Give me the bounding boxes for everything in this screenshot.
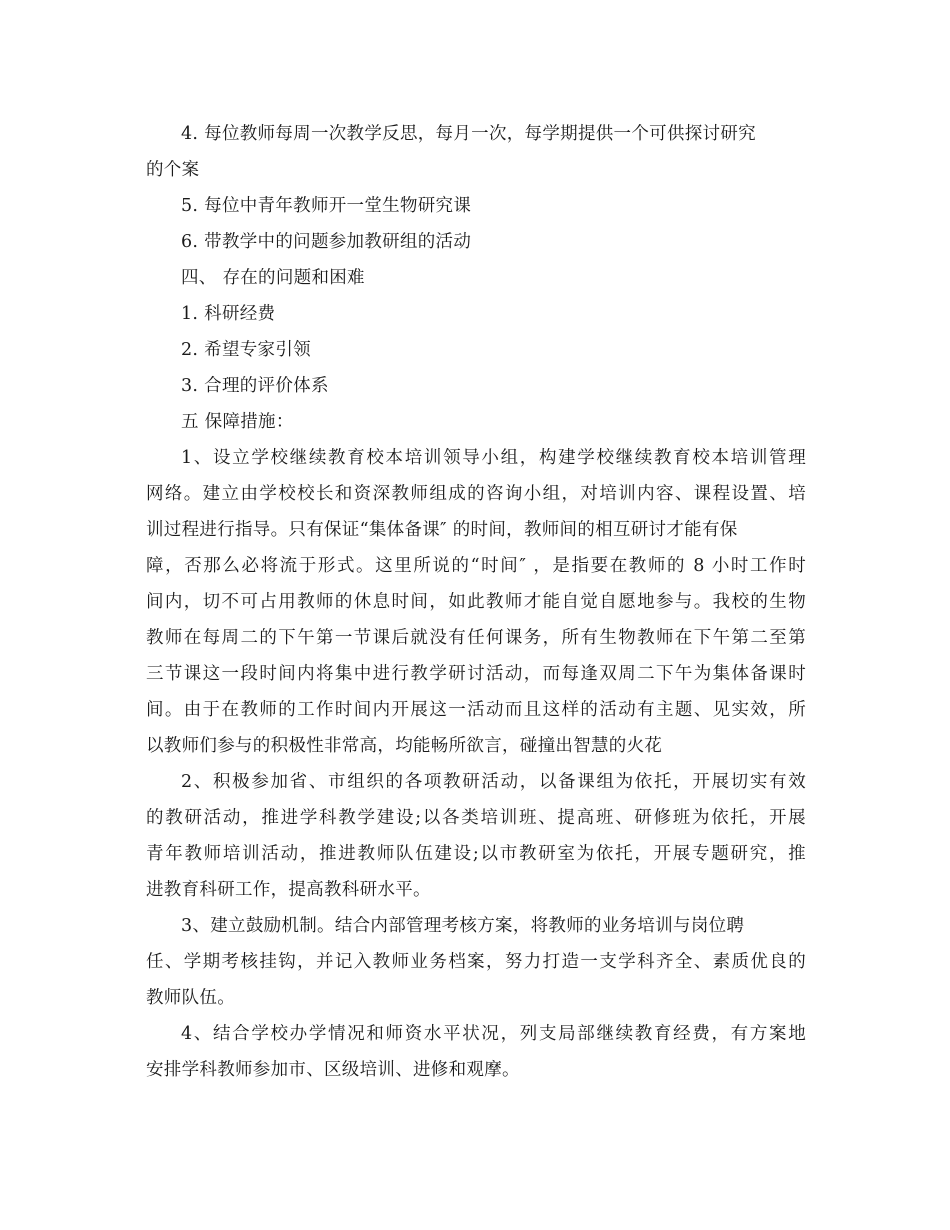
list-item-5: 5. 每位中青年教师开一堂生物研究课: [181, 196, 472, 216]
measure-1-line6: 教师在每周二的下午第一节课后就没有任何课务，所有生物教师在下午第二至第: [146, 628, 806, 648]
measure-3-line2: 任、学期考核挂钩，并记入教师业务档案，努力打造一支学科齐全、素质优良的: [146, 952, 806, 972]
section-heading-measures: 五 保障措施：: [181, 412, 294, 432]
measure-2-line3: 青年教师培训活动，推进教师队伍建设;以市教研室为依托，开展专题研究，推: [146, 844, 806, 864]
section-heading-problems: 四、 存在的问题和困难: [181, 268, 365, 288]
measure-1-line8: 间。由于在教师的工作时间内开展这一活动而且这样的活动有主题、见实效，所: [146, 700, 806, 720]
problem-item-3: 3. 合理的评价体系: [181, 376, 329, 396]
measure-1-line9: 以教师们参与的积极性非常高，均能畅所欲言，碰撞出智慧的火花: [146, 736, 663, 756]
measure-3-line1: 3、建立鼓励机制。结合内部管理考核方案，将教师的业务培训与岗位聘: [181, 916, 745, 936]
measure-4-line2: 安排学科教师参加市、区级培训、进修和观摩。: [146, 1060, 520, 1080]
measure-2-line4: 进教育科研工作，提高教科研水平。: [146, 880, 431, 900]
measure-2-line2: 的教研活动，推进学科教学建设;以各类培训班、提高班、研修班为依托，开展: [146, 808, 806, 828]
measure-3-line3: 教师队伍。: [146, 988, 235, 1008]
measure-1-line7: 三节课这一段时间内将集中进行教学研讨活动，而每逢双周二下午为集体备课时: [146, 664, 806, 684]
list-item-6: 6. 带教学中的问题参加教研组的活动: [181, 232, 472, 252]
measure-1-line5: 间内，切不可占用教师的休息时间，如此教师才能自觉自愿地参与。我校的生物: [146, 592, 806, 612]
measure-4-line1: 4、结合学校办学情况和师资水平状况，列支局部继续教育经费，有方案地: [181, 1024, 806, 1044]
problem-item-2: 2. 希望专家引领: [181, 340, 311, 360]
document-body: [146, 116, 806, 1088]
measure-1-line1: 1、设立学校继续教育校本培训领导小组，构建学校继续教育校本培训管理: [181, 448, 806, 468]
measure-1-line2: 网络。建立由学校校长和资深教师组成的咨询小组，对培训内容、课程设置、培: [146, 484, 806, 504]
measure-2-line1: 2、积极参加省、市组织的各项教研活动，以备课组为依托，开展切实有效: [181, 772, 806, 792]
measure-1-line4: 障，否那么必将流于形式。这里所说的“时间″ ，是指要在教师的 8 小时工作时: [146, 556, 806, 576]
list-item-4-line1: 4. 每位教师每周一次教学反思，每月一次，每学期提供一个可供探讨研究: [181, 124, 756, 144]
measure-1-line3: 训过程进行指导。只有保证“集体备课″ 的时间，教师间的相互研讨才能有保: [146, 520, 738, 540]
list-item-4-line2: 的个案: [146, 160, 200, 180]
problem-item-1: 1. 科研经费: [181, 304, 276, 324]
